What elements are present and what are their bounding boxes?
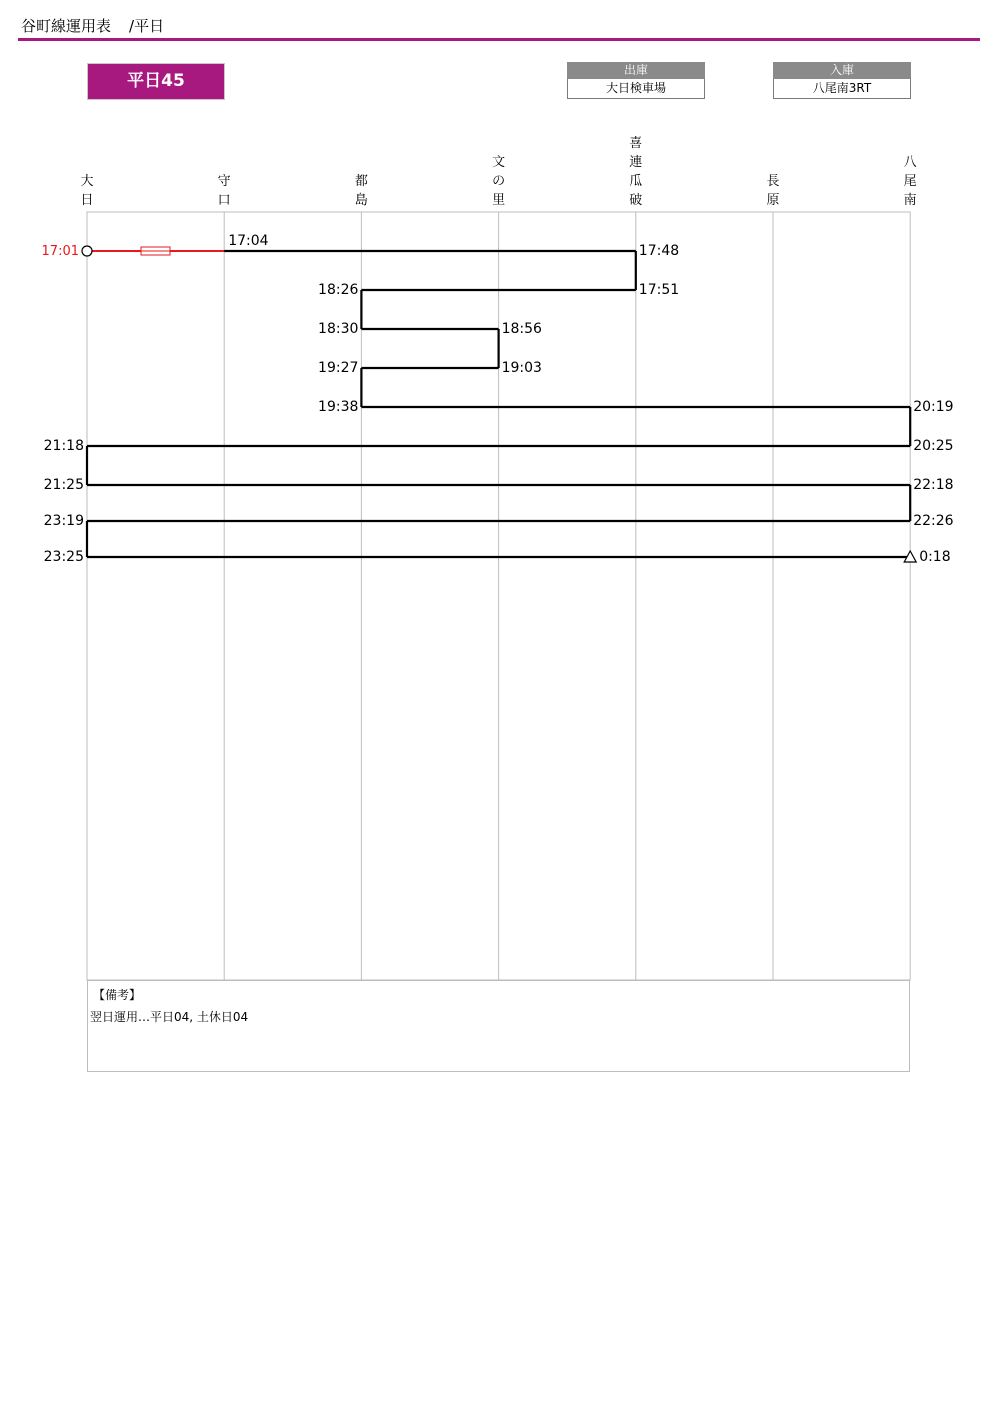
arrival-time: 20:19 bbox=[913, 399, 954, 415]
notes-text: 翌日運用…平日04, 土休日04 bbox=[90, 1010, 249, 1024]
departure-time: 23:25 bbox=[43, 549, 84, 565]
station-4: 喜 連 瓜 破 bbox=[629, 136, 643, 208]
station-5: 長 原 bbox=[766, 174, 780, 208]
arrival-time: 18:26 bbox=[318, 282, 359, 298]
departure-time: 21:25 bbox=[43, 477, 84, 493]
departure-time: 20:25 bbox=[913, 438, 954, 454]
departure-time: 17:04 bbox=[228, 233, 269, 249]
day-type: /平日 bbox=[129, 17, 165, 35]
departure-time: 18:30 bbox=[318, 321, 359, 337]
arrival-time: 18:56 bbox=[501, 321, 542, 337]
notes-title: 【備考】 bbox=[93, 988, 142, 1002]
line-name: 谷町線運用表 bbox=[21, 17, 112, 35]
departure-time: 17:51 bbox=[638, 282, 680, 298]
arrival-time: 17:48 bbox=[638, 243, 680, 259]
departure-time: 22:26 bbox=[913, 513, 954, 529]
departure-time: 19:38 bbox=[318, 399, 359, 415]
depart-label: 出庫 bbox=[567, 62, 705, 79]
notes-box bbox=[87, 980, 910, 1072]
start-circle-icon bbox=[82, 246, 92, 256]
arrival-time: 22:18 bbox=[913, 477, 954, 493]
arrive-value: 八尾南3RT bbox=[773, 79, 911, 99]
arrive-label: 入庫 bbox=[773, 62, 911, 79]
station-2: 都 島 bbox=[354, 174, 368, 208]
arrival-time: 19:27 bbox=[318, 360, 359, 376]
departure-time: 17:01 bbox=[41, 244, 79, 259]
operation-number-badge: 平日45 bbox=[87, 63, 225, 100]
arrival-time: 21:18 bbox=[43, 438, 84, 454]
arrival-time: 0:18 bbox=[919, 549, 951, 565]
station-6: 八 尾 南 bbox=[903, 155, 917, 208]
departure-time: 19:03 bbox=[501, 360, 542, 376]
station-3: 文 の 里 bbox=[492, 155, 506, 208]
station-1: 守 口 bbox=[217, 174, 231, 208]
arrival-time: 23:19 bbox=[43, 513, 84, 529]
station-0: 大 日 bbox=[80, 174, 94, 208]
depart-value: 大日検車場 bbox=[567, 79, 705, 99]
